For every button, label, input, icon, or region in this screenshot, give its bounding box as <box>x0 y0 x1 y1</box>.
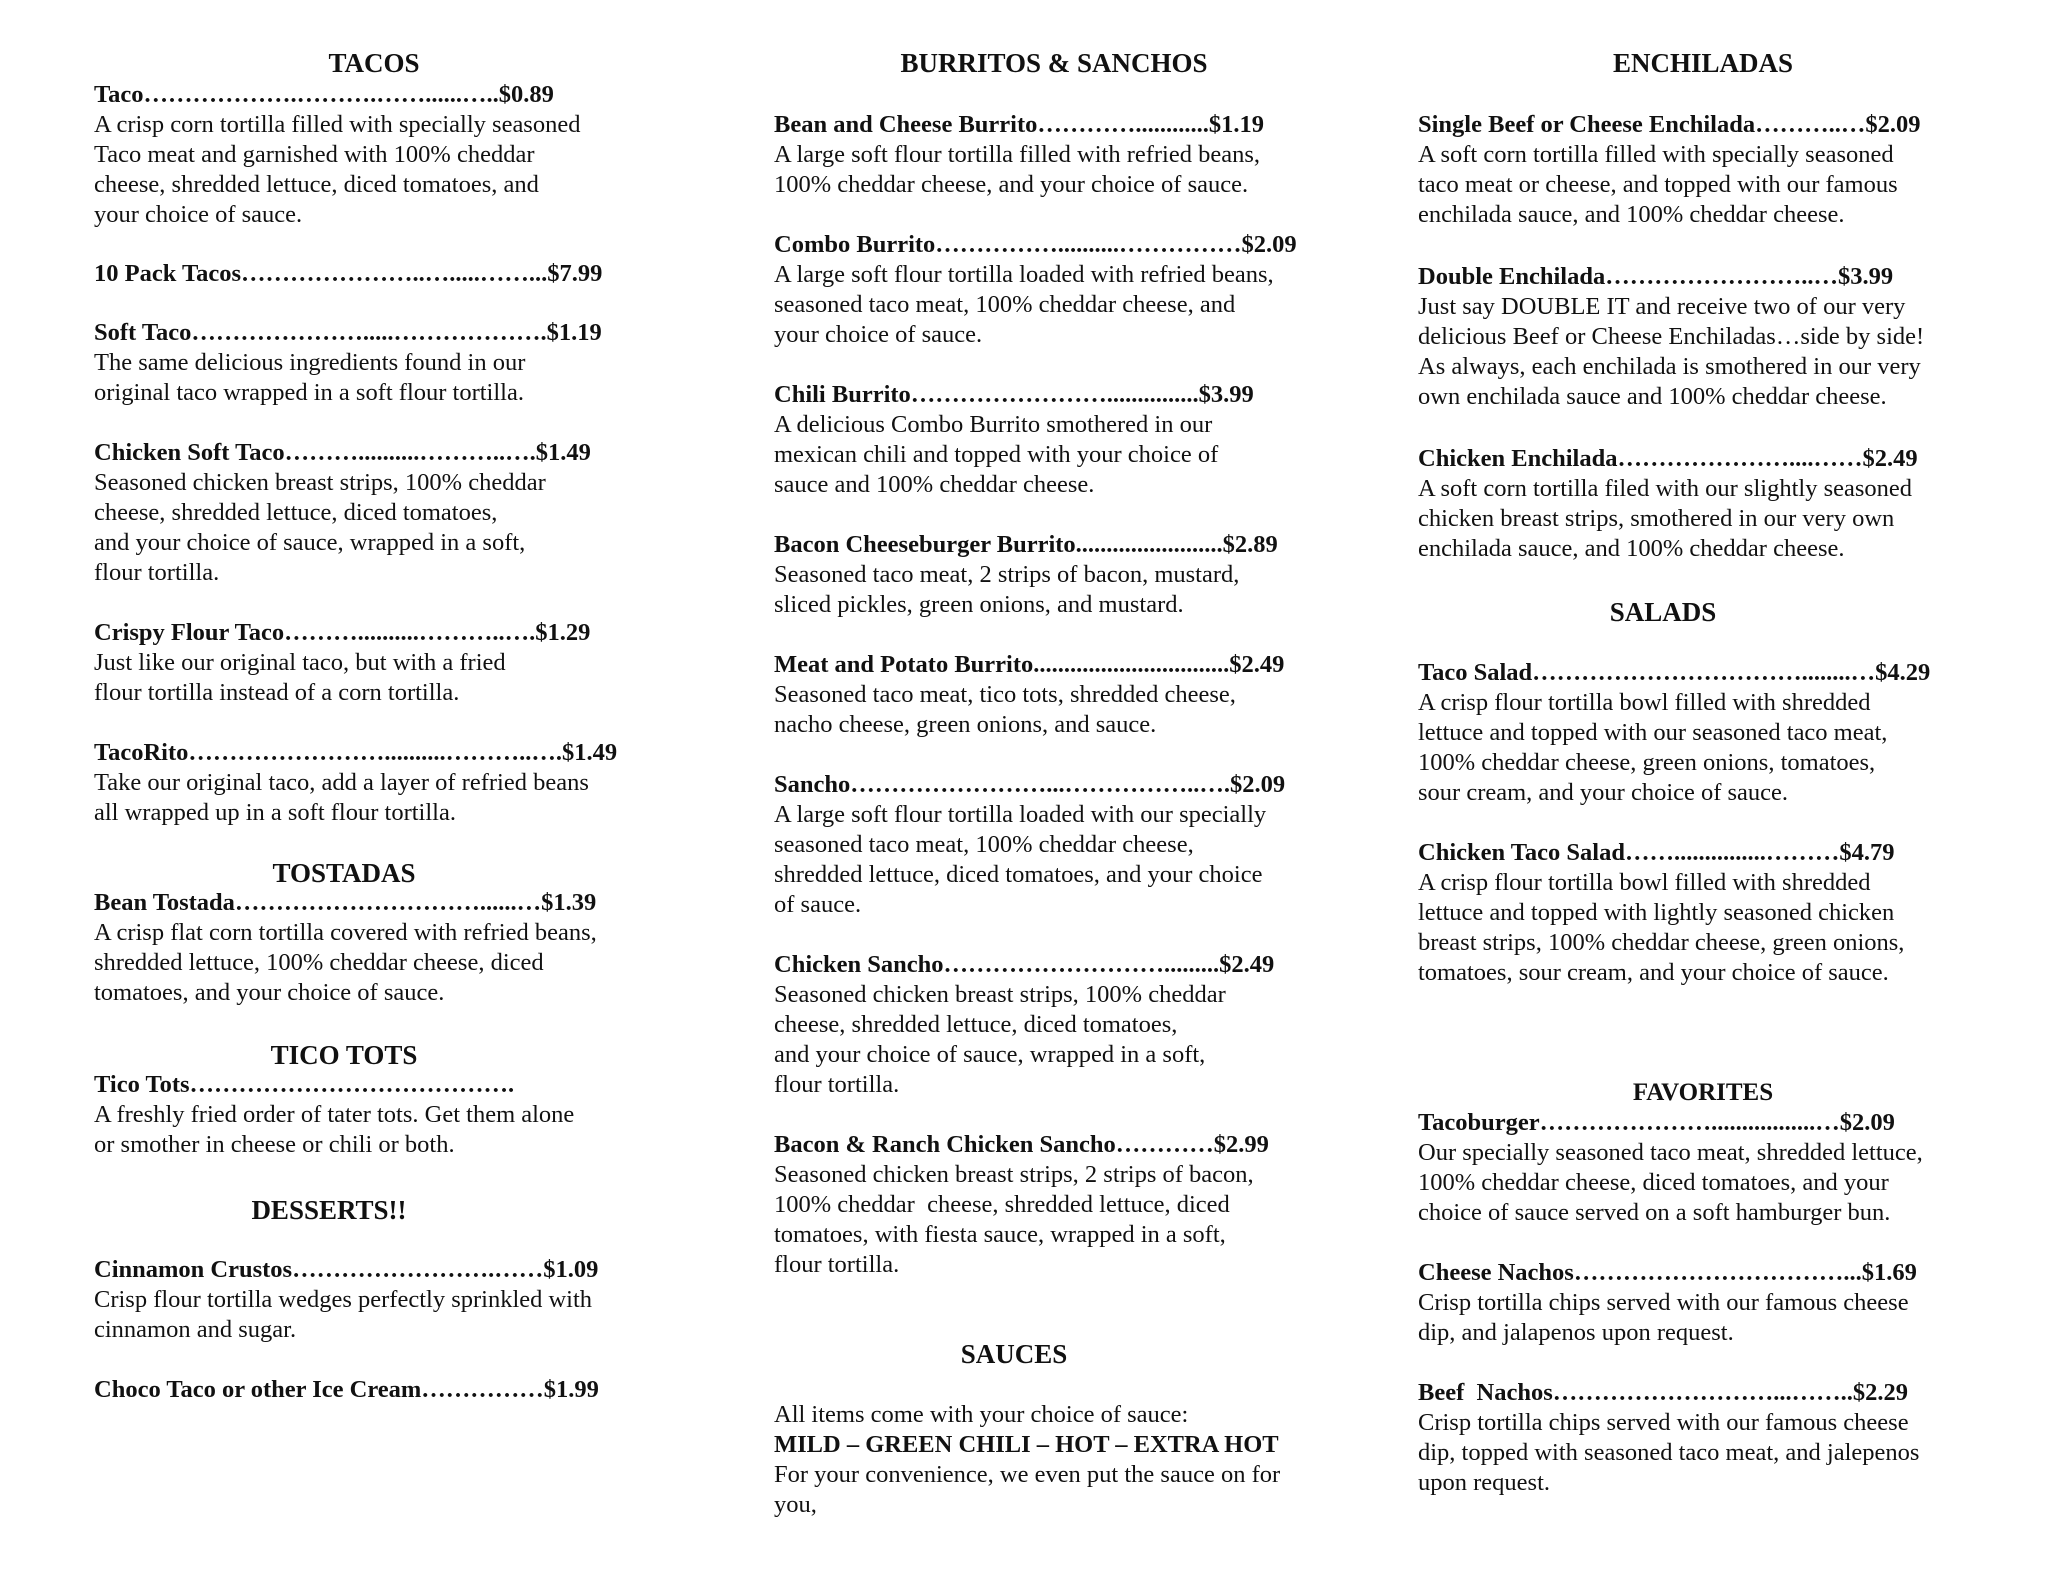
menu-item-title: Chicken Enchilada…………………....……$2.49 <box>1418 445 1918 472</box>
menu-item-desc: A large soft flour tortilla loaded with our specially <box>774 801 1267 828</box>
menu-item-desc: flour tortilla. <box>774 1071 900 1098</box>
menu-item-desc: lettuce and topped with our seasoned taco meat, <box>1418 719 1888 746</box>
menu-item-desc: flour tortilla. <box>94 559 220 586</box>
menu-item-desc: your choice of sauce. <box>94 201 303 228</box>
menu-item-desc: Seasoned taco meat, tico tots, shredded cheese, <box>774 681 1236 708</box>
menu-item-desc: Crisp flour tortilla wedges perfectly sprinkled with <box>94 1286 593 1313</box>
burritos-heading: BURRITOS & SANCHOS <box>900 48 1208 78</box>
menu-item-desc: and your choice of sauce, wrapped in a soft, <box>94 529 526 556</box>
menu-item-desc: your choice of sauce. <box>774 321 983 348</box>
menu-item-desc: or smother in cheese or chili or both. <box>94 1131 455 1158</box>
menu-item-desc: shredded lettuce, 100% cheddar cheese, diced <box>94 949 544 976</box>
desserts-section <box>94 1195 564 1225</box>
menu-item-desc: A large soft flour tortilla loaded with refried beans, <box>774 261 1274 288</box>
menu-item-taco <box>94 80 654 230</box>
menu-item-taco-salad <box>1418 658 1988 808</box>
menu-item-desc: mexican chili and topped with your choice of <box>774 441 1219 468</box>
menu-item-title: Cheese Nachos……………………………...$1.69 <box>1418 1259 1917 1286</box>
burritos-section <box>814 48 1294 78</box>
tacos-heading: TACOS <box>328 48 420 78</box>
menu-item-desc: sour cream, and your choice of sauce. <box>1418 779 1789 806</box>
menu-item-meat-potato-burrito <box>774 650 1334 740</box>
menu-item-desc: A delicious Combo Burrito smothered in our <box>774 411 1213 438</box>
menu-item-desc: cheese, shredded lettuce, diced tomatoes, and <box>94 171 539 198</box>
salads-section <box>1418 597 1908 627</box>
menu-item-title: Beef Nachos………………………...……..$2.29 <box>1418 1379 1908 1406</box>
menu-item-desc: 100% cheddar cheese, green onions, tomatoes, <box>1418 749 1876 776</box>
menu-item-title: Chicken Soft Taco………..........………..….$1.49 <box>94 439 591 466</box>
menu-item-desc: original taco wrapped in a soft flour tortilla. <box>94 379 524 406</box>
menu-item-crispy-flour-taco <box>94 618 654 708</box>
menu-item-double-enchilada <box>1418 262 1988 412</box>
menu-item-desc: A large soft flour tortilla filled with refried beans, <box>774 141 1261 168</box>
menu-item-sancho <box>774 770 1334 920</box>
menu-item-desc: enchilada sauce, and 100% cheddar cheese. <box>1418 201 1845 228</box>
menu-item-bean-tostada <box>94 888 597 1008</box>
menu-item-chicken-sancho <box>774 950 1334 1100</box>
sauces-info <box>774 1400 1334 1520</box>
menu-item-desc: tomatoes, and your choice of sauce. <box>94 979 445 1006</box>
menu-item-chili-burrito <box>774 380 1334 500</box>
menu-item-desc: enchilada sauce, and 100% cheddar cheese. <box>1418 535 1845 562</box>
salads-heading: SALADS <box>1609 597 1717 627</box>
sauces-intro: All items come with your choice of sauce: <box>774 1401 1189 1428</box>
menu-item-tacoburger <box>1418 1108 1988 1228</box>
sauces-heading: SAUCES <box>960 1339 1068 1369</box>
menu-item-desc: cinnamon and sugar. <box>94 1316 297 1343</box>
menu-item-title: Crispy Flour Taco………..........………..….$1.29 <box>94 619 591 646</box>
menu-item-title: Sancho……………………...……………..….$2.09 <box>774 771 1286 798</box>
menu-item-title: Bacon Cheeseburger Burrito........................$2.89 <box>774 531 1278 558</box>
menu-item-desc: A freshly fried order of tater tots. Get them alone <box>94 1101 575 1128</box>
menu-item-bean-cheese-burrito <box>774 110 1334 200</box>
menu-item-desc: Crisp tortilla chips served with our famous cheese <box>1418 1409 1909 1436</box>
menu-item-title: Tico Tots…………………………………. <box>94 1071 515 1098</box>
menu-item-title: Chicken Taco Salad……...............………$4.79 <box>1418 839 1895 866</box>
menu-item-desc: flour tortilla instead of a corn tortilla. <box>94 679 460 706</box>
enchiladas-section <box>1418 48 1988 78</box>
sauces-note: For your convenience, we even put the sauce on for <box>774 1461 1281 1488</box>
enchiladas-heading: ENCHILADAS <box>1612 48 1794 78</box>
menu-item-desc: sauce and 100% cheddar cheese. <box>774 471 1095 498</box>
menu-item-title: Bean Tostada…………………………......…$1.39 <box>94 889 597 916</box>
menu-item-title: Chili Burrito……………………...............$3.99 <box>774 381 1254 408</box>
menu-item-desc: all wrapped up in a soft flour tortilla. <box>94 799 456 826</box>
menu-item-desc: lettuce and topped with lightly seasoned chicken <box>1418 899 1895 926</box>
menu-item-desc: dip, and jalapenos upon request. <box>1418 1319 1734 1346</box>
menu-item-desc: Seasoned chicken breast strips, 2 strips of bacon, <box>774 1161 1254 1188</box>
menu-item-tacorito <box>94 738 654 828</box>
menu-item-desc: shredded lettuce, diced tomatoes, and your choice <box>774 861 1263 888</box>
menu-item-desc: cheese, shredded lettuce, diced tomatoes, <box>774 1011 1178 1038</box>
menu-item-desc: As always, each enchilada is smothered in our very <box>1418 353 1921 380</box>
menu-item-desc: sliced pickles, green onions, and mustard. <box>774 591 1184 618</box>
menu-item-desc: delicious Beef or Cheese Enchiladas…side by side! <box>1418 323 1925 350</box>
menu-item-desc: taco meat or cheese, and topped with our famous <box>1418 171 1898 198</box>
menu-item-10-pack-tacos <box>94 259 654 289</box>
menu-item-title: Bacon & Ranch Chicken Sancho…………$2.99 <box>774 1131 1269 1158</box>
menu-item-title: Tacoburger………………….................…$2.09 <box>1418 1109 1895 1136</box>
sauces-options: MILD – GREEN CHILI – HOT – EXTRA HOT <box>774 1431 1279 1458</box>
menu-item-combo-burrito <box>774 230 1334 350</box>
menu-item-desc: tomatoes, sour cream, and your choice of sauce. <box>1418 959 1889 986</box>
menu-item-desc: 100% cheddar cheese, shredded lettuce, diced <box>774 1191 1230 1218</box>
sauces-section <box>774 1339 1254 1369</box>
menu-item-desc: dip, topped with seasoned taco meat, and jalepenos <box>1418 1439 1920 1466</box>
tostadas-heading: TOSTADAS <box>272 858 416 888</box>
menu-item-title: TacoRito……………………..........………..….$1.49 <box>94 739 618 766</box>
menu-item-desc: and your choice of sauce, wrapped in a soft, <box>774 1041 1206 1068</box>
menu-item-title: Double Enchilada……………………..…$3.99 <box>1418 263 1894 290</box>
menu-item-title: Combo Burrito……………..........……………$2.09 <box>774 231 1297 258</box>
desserts-heading: DESSERTS!! <box>251 1195 407 1225</box>
menu-item-desc: Take our original taco, add a layer of refried beans <box>94 769 589 796</box>
menu-item-bacon-cheeseburger-burrito <box>774 530 1334 620</box>
menu-item-desc: A crisp flour tortilla bowl filled with shredded <box>1418 689 1871 716</box>
menu-item-tico-tots <box>94 1070 594 1160</box>
menu-item-desc: Seasoned chicken breast strips, 100% cheddar <box>774 981 1226 1008</box>
menu-item-title: Bean and Cheese Burrito…………............$1.19 <box>774 111 1264 138</box>
menu-item-title: Taco Salad……………………………........…$4.29 <box>1418 659 1931 686</box>
menu-item-desc: The same delicious ingredients found in our <box>94 349 526 376</box>
menu-item-desc: Seasoned chicken breast strips, 100% cheddar <box>94 469 546 496</box>
menu-item-cheese-nachos <box>1418 1258 1988 1348</box>
menu-item-desc: upon request. <box>1418 1469 1550 1496</box>
menu-item-bacon-ranch-chicken-sancho <box>774 1130 1334 1280</box>
menu-item-desc: nacho cheese, green onions, and sauce. <box>774 711 1157 738</box>
menu-item-desc: 100% cheddar cheese, diced tomatoes, and your <box>1418 1169 1889 1196</box>
menu-item-desc: Seasoned taco meat, 2 strips of bacon, mustard, <box>774 561 1240 588</box>
menu-item-title: Cinnamon Crustos…………………….……$1.09 <box>94 1256 599 1283</box>
menu-item-title: Choco Taco or other Ice Cream……………$1.99 <box>94 1376 599 1403</box>
menu-item-soft-taco <box>94 318 654 408</box>
menu-item-title: Single Beef or Cheese Enchilada………..…$2.09 <box>1418 111 1921 138</box>
menu-item-desc: of sauce. <box>774 891 862 918</box>
menu-item-desc: A crisp corn tortilla filled with specially seasoned <box>94 111 581 138</box>
menu-item-desc: seasoned taco meat, 100% cheddar cheese, and <box>774 291 1236 318</box>
menu-item-desc: tomatoes, with fiesta sauce, wrapped in a soft, <box>774 1221 1226 1248</box>
menu-item-desc: A crisp flour tortilla bowl filled with shredded <box>1418 869 1871 896</box>
menu-item-desc: A soft corn tortilla filled with specially seasoned <box>1418 141 1894 168</box>
menu-item-title: Chicken Sancho……………………….........$2.49 <box>774 951 1275 978</box>
menu-item-desc: A soft corn tortilla filed with our slightly seasoned <box>1418 475 1913 502</box>
tico-tots-section <box>94 1040 594 1160</box>
menu-item-desc: own enchilada sauce and 100% cheddar cheese. <box>1418 383 1887 410</box>
menu-item-single-enchilada <box>1418 110 1988 230</box>
tostadas-section <box>94 858 597 1008</box>
menu-item-desc: seasoned taco meat, 100% cheddar cheese, <box>774 831 1194 858</box>
menu-item-desc: breast strips, 100% cheddar cheese, green onions, <box>1418 929 1905 956</box>
tico-tots-heading: TICO TOTS <box>270 1040 418 1070</box>
menu-item-desc: Taco meat and garnished with 100% cheddar <box>94 141 535 168</box>
sauces-note: you, <box>774 1491 817 1518</box>
menu-item-choco-taco <box>94 1375 654 1405</box>
favorites-section <box>1418 1078 1988 1228</box>
menu-item-desc: chicken breast strips, smothered in our very own <box>1418 505 1895 532</box>
menu-item-desc: Our specially seasoned taco meat, shredded lettuce, <box>1418 1139 1923 1166</box>
menu-item-chicken-enchilada <box>1418 444 1988 564</box>
menu-item-title: Meat and Potato Burrito................................$2.49 <box>774 651 1285 678</box>
favorites-heading: FAVORITES <box>1632 1079 1774 1106</box>
menu-item-chicken-soft-taco <box>94 438 654 588</box>
menu-item-chicken-taco-salad <box>1418 838 1988 988</box>
menu-item-desc: Just like our original taco, but with a fried <box>94 649 506 676</box>
menu-item-title: Taco……………….……….……......…..$0.89 <box>94 81 554 108</box>
tacos-section <box>94 48 654 230</box>
menu-item-title: 10 Pack Tacos…………………..….....……...$7.99 <box>94 260 603 287</box>
menu-item-desc: cheese, shredded lettuce, diced tomatoes, <box>94 499 498 526</box>
menu-item-desc: Crisp tortilla chips served with our famous cheese <box>1418 1289 1909 1316</box>
menu-item-desc: A crisp flat corn tortilla covered with refried beans, <box>94 919 597 946</box>
menu-item-desc: 100% cheddar cheese, and your choice of sauce. <box>774 171 1249 198</box>
menu-item-desc: choice of sauce served on a soft hamburger bun. <box>1418 1199 1891 1226</box>
menu-item-desc: flour tortilla. <box>774 1251 900 1278</box>
menu-item-desc: Just say DOUBLE IT and receive two of our very <box>1418 293 1906 320</box>
menu-item-beef-nachos <box>1418 1378 1988 1498</box>
menu-item-cinnamon-crustos <box>94 1255 654 1345</box>
menu-item-title: Soft Taco………………….....……………….$1.19 <box>94 319 602 346</box>
